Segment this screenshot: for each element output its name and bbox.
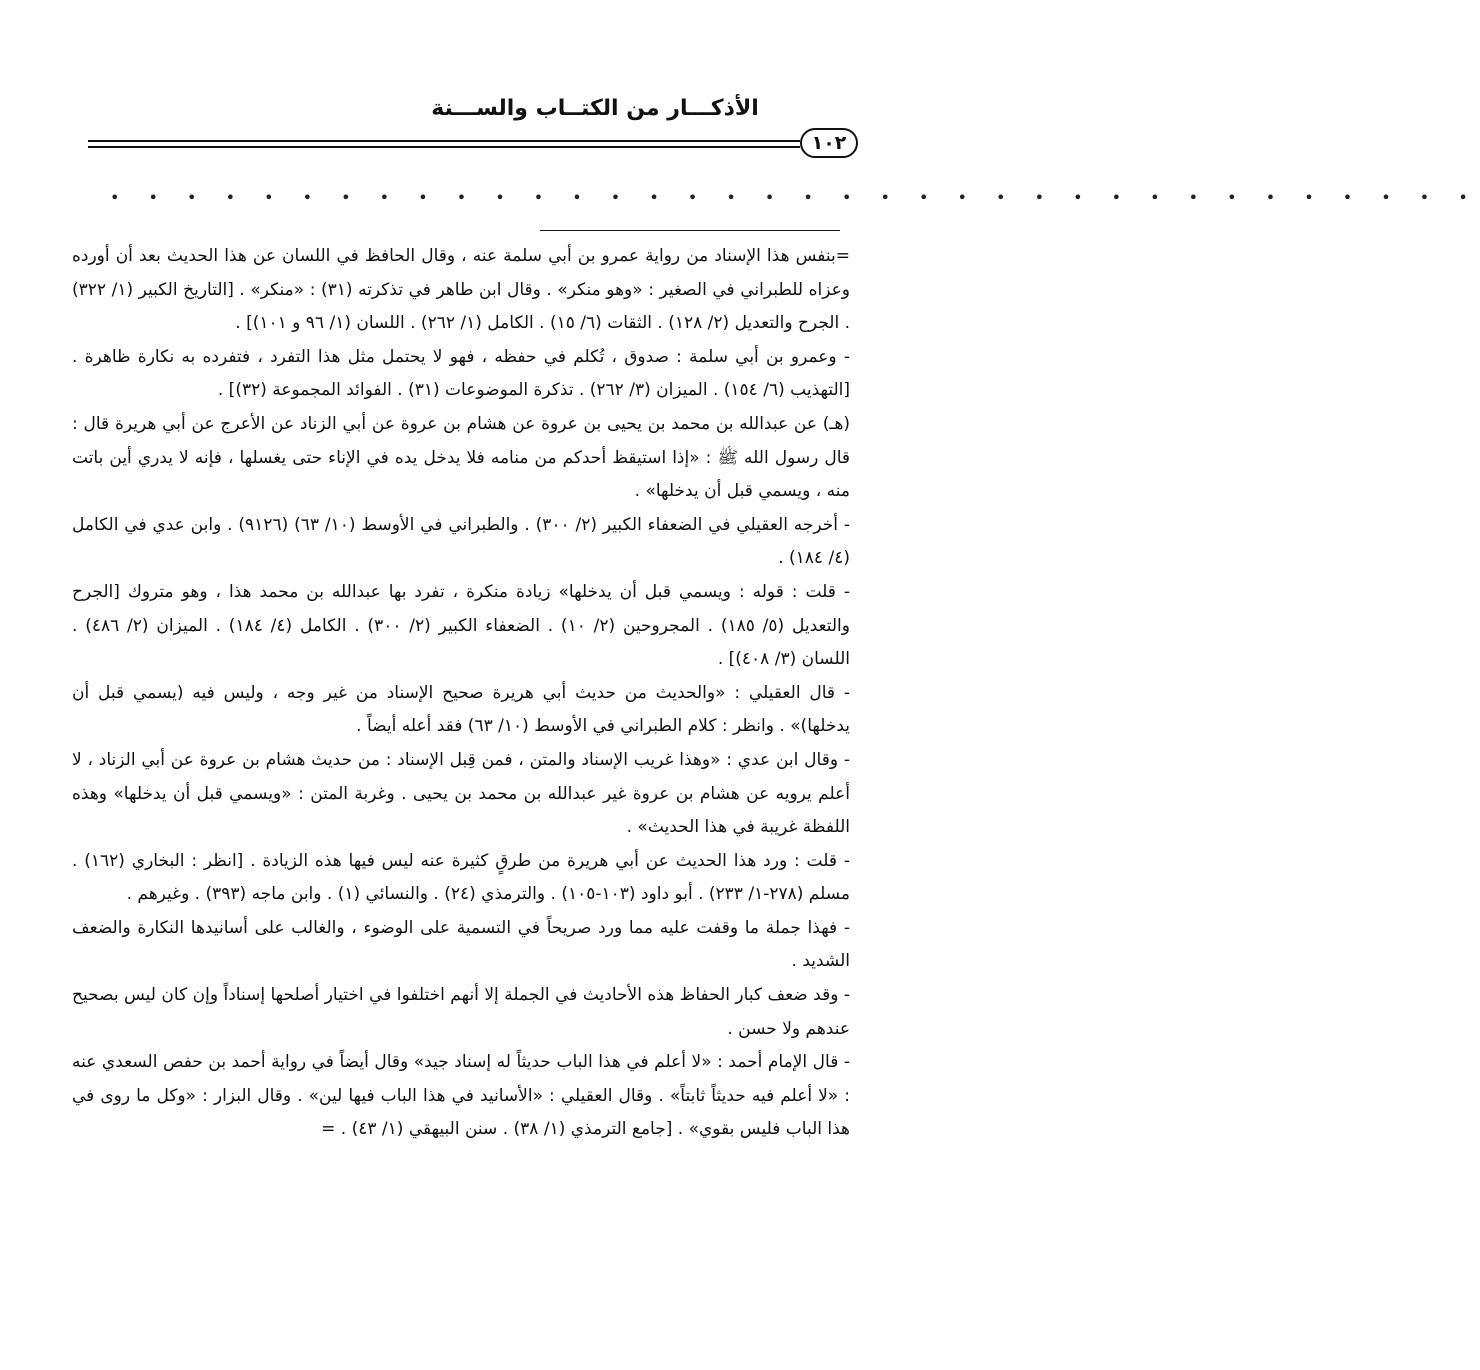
footnote-body [72, 240, 850, 1147]
paragraph: - وقال ابن عدي : «وهذا غريب الإسناد والمتن ، فمن قِبل الإسناد : من حديث هشام بن عروة عن أبي الزناد ، لا أعلم يرويه عن هشام بن عروة غير عبدالله بن محمد بن يحيى . وغربة المتن : «ويسمي قبل أن يدخلها» وهذه اللفظة غريبة في هذا الحديث» . [72, 749, 850, 838]
paragraph: - وعمرو بن أبي سلمة : صدوق ، تُكلم في حفظه ، فهو لا يحتمل مثل هذا التفرد ، فتفرده به نكارة ظاهرة . [التهذيب (٦/ ١٥٤) . الميزان (٣/ ٢٦٢) . تذكرة الموضوعات (٣١) . الفوائد المجموعة (٣٢)] . [72, 346, 850, 401]
paragraph: - قلت : قوله : ويسمي قبل أن يدخلها» زيادة منكرة ، تفرد بها عبدالله بن محمد هذا ، وهو متروك [الجرح والتعديل (٥/ ١٨٥) . المجروحين (٢/ ١٠) . الضعفاء الكبير (٢/ ٣٠٠) . الكامل (٤/ ١٨٤) . الميزان (٢/ ٤٨٦) . اللسان (٣/ ٤٠٨)] . [72, 581, 850, 670]
header-rule-bottom [88, 146, 800, 148]
paragraph: =بنفس هذا الإسناد من رواية عمرو بن أبي سلمة عنه ، وقال الحافظ في اللسان عن هذا الحديث بعد أن أورده وعزاه للطبراني في الصغير : «وهو منكر» . وقال ابن طاهر في تذكرته (٣١) : «منكر» . [التاريخ الكبير (١/ ٣٢٢) . الجرح والتعديل (٢/ ١٢٨) . الثقات (٦/ ١٥) . الكامل (١/ ٢٦٢) . اللسان (١/ ٩٦ و ١٠١)] . [72, 246, 850, 334]
paragraph: - قلت : ورد هذا الحديث عن أبي هريرة من طرقٍ كثيرة عنه ليس فيها هذه الزيادة . [انظر : البخاري (١٦٢) . مسلم (٢٧٨-١/ ٢٣٣) . أبو داود (١٠٣-١٠٥) . والترمذي (٢٤) . والنسائي (١) . وابن ماجه (٣٩٣) . وغيرهم . [72, 850, 850, 905]
paragraph: - قال الإمام أحمد : «لا أعلم في هذا الباب حديثاً له إسناد جيد» وقال أيضاً في رواية أحمد بن حفص السعدي عنه : «لا أعلم فيه حديثاً ثابتاً» . وقال العقيلي : «الأسانيد في هذا الباب فيها لين» . وقال البزار : «وكل ما روى في هذا الباب فليس بقوي» . [جامع الترمذي (١/ ٣٨) . سنن البيهقي (١/ ٤٣) . = [72, 1052, 850, 1140]
footnote-rule [540, 230, 840, 231]
paragraph: - فهذا جملة ما وقفت عليه مما ورد صريحاً في التسمية على الوضوء ، والغالب على أسانيدها النكارة والضعف الشديد . [72, 917, 850, 972]
section-separator-dots: • • • • • • • • • • • • • • • • • • • • • • • • • • • • • • • • • • • • [110, 188, 1480, 207]
running-title: الأذكـــار من الكتــاب والســـنة [431, 96, 759, 121]
paragraph: - أخرجه العقيلي في الضعفاء الكبير (٢/ ٣٠٠) . والطبراني في الأوسط (١٠/ ٦٣) (٩١٢٦) . وابن عدي في الكامل (٤/ ١٨٤) . [72, 514, 851, 569]
page-number: ١٠٢ [800, 128, 858, 158]
paragraph: - وقد ضعف كبار الحفاظ هذه الأحاديث في الجملة إلا أنهم اختلفوا في اختيار أصلحها إسناداً وإن كان ليس بصحيح عندهم ولا حسن . [72, 985, 850, 1039]
paragraph: (هـ) عن عبدالله بن محمد بن يحيى بن عروة عن هشام بن عروة عن أبي الزناد عن الأعرج عن أبي هريرة قال : قال رسول الله ﷺ : «إذا استيقظ أحدكم من منامه فلا يدخل يده في الإناء حتى يغسلها ، فإنه لا يدري أين باتت منه ، ويسمي قبل أن يدخلها» . [72, 413, 850, 502]
paragraph: - قال العقيلي : «والحديث من حديث أبي هريرة صحيح الإسناد من غير وجه ، وليس فيه (يسمي قبل أن يدخلها)» . وانظر : كلام الطبراني في الأوسط (١٠/ ٦٣) فقد أعله أيضاً . [72, 682, 850, 737]
header-rule-top [88, 140, 800, 142]
